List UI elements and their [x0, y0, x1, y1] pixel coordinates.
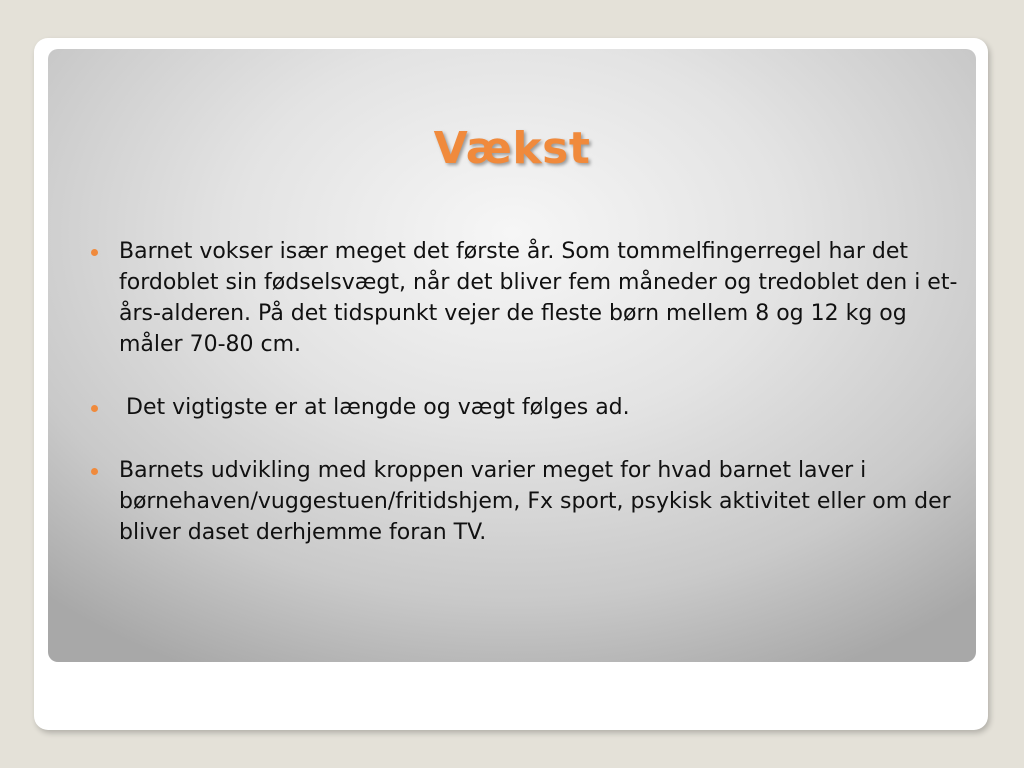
bullet-text: Det vigtigste er at længde og vægt følges ad. [119, 395, 630, 420]
bullet-text: Barnet vokser især meget det første år. Som tommelfingerregel har det fordoblet sin fødselsvægt, når det bliver fem måneder og tredoblet den i et-års-alderen. På det tidspunkt vejer de fleste børn mellem 8 og 12 kg og måler 70-80 cm. [119, 239, 958, 357]
slide-title: Vækst [433, 123, 591, 174]
bullet-item [88, 236, 968, 360]
bullet-dot-icon [91, 249, 98, 256]
bullet-list [88, 236, 968, 548]
bullet-item [88, 455, 968, 548]
bullet-text: Barnets udvikling med kroppen varier meget for hvad barnet laver i børnehaven/vuggestuen/fritidshjem, Fx sport, psykisk aktivitet eller om der bliver daset derhjemme foran TV. [119, 458, 951, 545]
bullet-item [88, 392, 968, 423]
bullet-dot-icon [91, 468, 98, 475]
bullet-dot-icon [91, 405, 98, 412]
